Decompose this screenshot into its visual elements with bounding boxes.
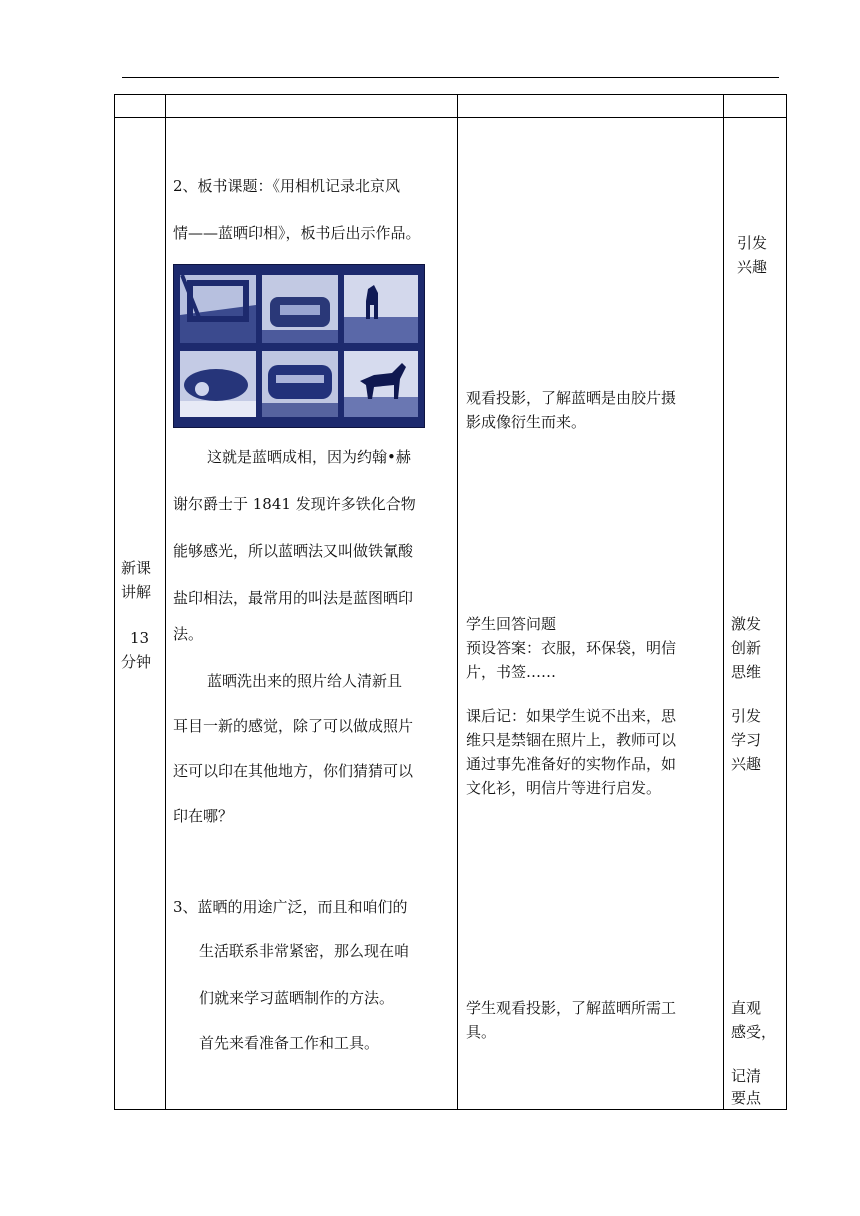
purpose-a2: 兴趣 bbox=[737, 258, 768, 276]
teacher-p3-line4: 印在哪？ bbox=[173, 807, 234, 825]
student-s4-line1: 学生观看投影，了解蓝晒所需工 bbox=[466, 999, 677, 1017]
cyanotype-contact-sheet-image bbox=[173, 264, 425, 428]
purpose-d3: 记清 bbox=[731, 1067, 762, 1085]
purpose-d1: 直观 bbox=[731, 999, 762, 1017]
purpose-d4: 要点 bbox=[731, 1089, 762, 1107]
photo-frame-horse bbox=[344, 275, 418, 343]
purpose-b2: 创新 bbox=[731, 639, 762, 657]
col-border-4 bbox=[723, 94, 724, 1110]
student-s2-line1: 学生回答问题 bbox=[466, 615, 557, 633]
col-border-3 bbox=[457, 94, 458, 1110]
photo-frame-car-side bbox=[180, 351, 256, 417]
photo-frame-truck-grille bbox=[262, 351, 338, 417]
student-s3-line2: 维只是禁锢在照片上，教师可以 bbox=[466, 731, 677, 749]
photo-frame-car-interior bbox=[180, 275, 256, 343]
teacher-p4-line2: 生活联系非常紧密，那么现在咱 bbox=[199, 942, 410, 960]
teacher-p1-line1: 2、板书课题：《用相机记录北京风 bbox=[173, 177, 401, 195]
teacher-p4-line4: 首先来看准备工作和工具。 bbox=[199, 1034, 380, 1052]
purpose-c3: 兴趣 bbox=[731, 755, 762, 773]
purpose-c1: 引发 bbox=[731, 707, 762, 725]
photo-frame-truck-front bbox=[262, 275, 338, 343]
teacher-p2-line5: 法。 bbox=[173, 625, 204, 643]
teacher-p2-line1: 这就是蓝晒成相，因为约翰•赫 bbox=[207, 448, 411, 466]
teacher-p3-line1: 蓝晒洗出来的照片给人清新且 bbox=[207, 672, 403, 690]
teacher-p3-line3: 还可以印在其他地方，你们猜猜可以 bbox=[173, 762, 414, 780]
col-border-1 bbox=[114, 94, 115, 1110]
duration-number: 13 bbox=[130, 629, 150, 647]
header-rule bbox=[122, 77, 779, 78]
teacher-p4-line3: 们就来学习蓝晒制作的方法。 bbox=[199, 989, 395, 1007]
col-border-5 bbox=[786, 94, 787, 1110]
student-s2-line2: 预设答案：衣服，环保袋，明信 bbox=[466, 639, 677, 657]
table-header-border bbox=[114, 117, 787, 118]
section-label bbox=[121, 556, 161, 604]
student-s3-line3: 通过事先准备好的实物作品，如 bbox=[466, 755, 677, 773]
col-border-2 bbox=[165, 94, 166, 1110]
purpose-c2: 学习 bbox=[731, 731, 762, 749]
duration-unit: 分钟 bbox=[121, 653, 152, 671]
section-text: 新课讲解 bbox=[121, 559, 152, 601]
purpose-a1: 引发 bbox=[737, 234, 768, 252]
teacher-p2-line2: 谢尔爵士于 1841 发现许多铁化合物 bbox=[173, 495, 416, 513]
student-s3-line4: 文化衫，明信片等进行启发。 bbox=[466, 779, 662, 797]
student-s1-line1: 观看投影，了解蓝晒是由胶片摄 bbox=[466, 389, 677, 407]
purpose-b3: 思维 bbox=[731, 663, 762, 681]
table-top-border bbox=[114, 94, 787, 95]
purpose-d2: 感受， bbox=[731, 1023, 777, 1041]
teacher-p2-line4: 盐印相法，最常用的叫法是蓝图晒印 bbox=[173, 589, 414, 607]
student-s4-line2: 具。 bbox=[466, 1023, 497, 1041]
purpose-b1: 激发 bbox=[731, 615, 762, 633]
teacher-p2-line3: 能够感光，所以蓝晒法又叫做铁氰酸 bbox=[173, 542, 414, 560]
photo-frame-horse-2 bbox=[344, 351, 418, 417]
teacher-p3-line2: 耳目一新的感觉，除了可以做成照片 bbox=[173, 717, 414, 735]
table-bottom-border bbox=[114, 1109, 787, 1110]
teacher-p1-line2: 情——蓝晒印相》，板书后出示作品。 bbox=[173, 224, 421, 242]
student-s1-line2: 影成像衍生而来。 bbox=[466, 413, 587, 431]
teacher-p4-line1: 3、蓝晒的用途广泛，而且和咱们的 bbox=[173, 898, 408, 916]
student-s2-line3: 片，书签…… bbox=[466, 663, 557, 681]
student-s3-line1: 课后记：如果学生说不出来，思 bbox=[466, 707, 677, 725]
